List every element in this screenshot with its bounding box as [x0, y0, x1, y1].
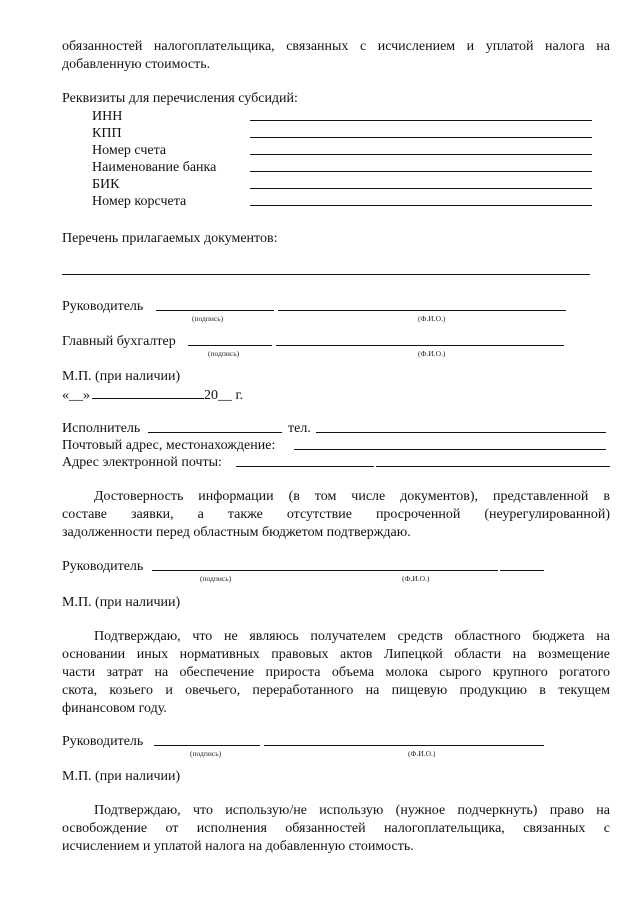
confirm3-line-2: освобождение от исполнения обязанностей налогоплательщика, связанных с	[62, 821, 610, 836]
date-line	[62, 386, 243, 404]
chief-accountant-signature-caption: (подпись)	[208, 349, 240, 358]
field-line-bank	[250, 159, 592, 177]
head-label-1: Руководитель	[62, 299, 144, 314]
stamp-label-2: М.П. (при наличии)	[62, 595, 181, 610]
confirm2-line-1: Подтверждаю, что не являюсь получателем средств областного бюджета на	[94, 629, 610, 644]
head-signature-caption-1: (подпись)	[192, 314, 224, 323]
confirm3-line-3: исчислением и уплатой налога на добавленную стоимость.	[62, 839, 414, 854]
field-line-corr-account	[250, 193, 592, 211]
field-line-bik	[250, 176, 592, 194]
confirm2-line-4: скота, козьего и овечьего, переработанного на пищевую продукцию в текущем	[62, 683, 610, 698]
head-signature-caption-3: (подпись)	[190, 749, 222, 758]
documents-line	[62, 262, 590, 280]
phone-label: тел.	[288, 421, 311, 436]
email-line-thick	[376, 454, 610, 472]
field-line-inn	[250, 108, 592, 126]
documents-title: Перечень прилагаемых документов:	[62, 231, 278, 246]
head-signature-caption-2: (подпись)	[200, 574, 232, 583]
head-name-line-3	[264, 733, 544, 751]
confirm1-line-2: составе заявки, а также отсутствие просроченной (неурегулированной)	[62, 507, 610, 522]
stamp-label-3: М.П. (при наличии)	[62, 769, 181, 784]
head-label-3: Руководитель	[62, 734, 144, 749]
field-label-kpp: КПП	[92, 126, 122, 141]
head-name-caption-2: (Ф.И.О.)	[402, 574, 430, 583]
head-name-caption-1: (Ф.И.О.)	[418, 314, 446, 323]
confirm3-line-1: Подтверждаю, что использую/не использую (нужное подчеркнуть) право на	[94, 803, 610, 818]
email-line-thin	[236, 454, 374, 472]
phone-line	[316, 420, 606, 438]
email-label: Адрес электронной почты:	[62, 455, 222, 470]
date-day: «__»	[62, 388, 90, 403]
executor-line	[148, 420, 282, 438]
field-line-account	[250, 142, 592, 160]
confirm1-line-1: Достоверность информации (в том числе документов), представленной в	[94, 489, 610, 504]
field-label-bik: БИК	[92, 177, 120, 192]
postal-address-line	[294, 437, 606, 455]
field-label-inn: ИНН	[92, 109, 123, 124]
confirm1-line-3: задолженности перед областным бюджетом подтверждаю.	[62, 525, 411, 540]
field-label-bank: Наименование банка	[92, 160, 217, 175]
stamp-label-1: М.П. (при наличии)	[62, 369, 181, 384]
confirm2-line-2: основании иных нормативных правовых актов Липецкой области на возмещение	[62, 647, 610, 662]
confirm2-line-3: части затрат на обеспечение прироста объема молока сырого крупного рогатого	[62, 665, 610, 680]
intro-line-2: добавленную стоимость.	[62, 57, 211, 72]
chief-accountant-name-caption: (Ф.И.О.)	[418, 349, 446, 358]
confirm2-line-5: финансовом году.	[62, 701, 167, 716]
head-name-caption-3: (Ф.И.О.)	[408, 749, 436, 758]
head-line-tail-2	[500, 558, 544, 576]
field-line-kpp	[250, 125, 592, 143]
head-label-2: Руководитель	[62, 559, 144, 574]
requisites-title: Реквизиты для перечисления субсидий:	[62, 91, 298, 106]
executor-label: Исполнитель	[62, 421, 141, 436]
intro-line-1: обязанностей налогоплательщика, связанных с исчислением и уплатой налога на	[62, 39, 610, 54]
date-year: 20__ г.	[204, 388, 244, 403]
field-label-account: Номер счета	[92, 143, 167, 158]
field-label-corr-account: Номер корсчета	[92, 194, 187, 209]
postal-address-label: Почтовый адрес, местонахождение:	[62, 438, 276, 453]
chief-accountant-label: Главный бухгалтер	[62, 334, 176, 349]
date-month-blank	[92, 386, 204, 399]
